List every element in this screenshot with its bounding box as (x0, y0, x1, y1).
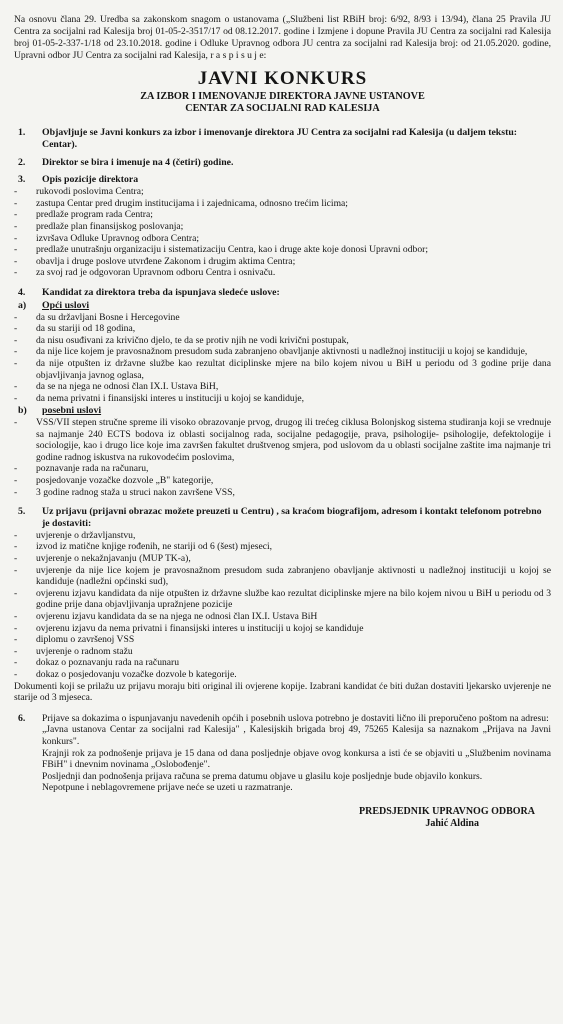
section-5-heading (14, 506, 551, 530)
list-item: - izvršava Odluke Upravnog odbora Centra; (14, 232, 200, 244)
list-item: - izvod iz matične knjige rođenih, ne stariji od 6 (šest) mjeseci, (14, 541, 273, 553)
section-5-note: Dokumenti koji se prilažu uz prijavu moraju biti original ili ovjerene kopije. Izabrani kandidat će biti dužan dostaviti ljekarsko uvjerenje ne starije od 3 mjeseca. (14, 680, 551, 704)
section-3-title: Opis pozicije direktora (42, 174, 139, 186)
list-item: - predlaže program rada Centra; (14, 209, 153, 221)
section-1 (14, 127, 551, 151)
section-3-heading (14, 174, 551, 186)
list-item: - dokaz o poznavanju rada na računaru (14, 657, 180, 669)
list-item: - da nisu osuđivani za krivično djelo, te da se protiv njih ne vodi krivični postupak, (14, 334, 349, 346)
section-4a-list (14, 312, 551, 405)
list-item: - diplomu o završenoj VSS (14, 634, 135, 646)
section-1-text: Objavljuje se Javni konkurs za izbor i imenovanje direktora JU Centra za socijalni rad Kalesija (u daljem tekstu: Centar). (42, 127, 518, 150)
subtitle-line-2: CENTAR ZA SOCIJALNI RAD KALESIJA (185, 103, 380, 114)
section-4b-title: posebni uslovi (42, 405, 102, 417)
list-item: - da su državljani Bosne i Hercegovine (14, 311, 180, 323)
section-6-last-day: Posljednji dan podnošenja prijava računa se prema datumu objave u glasilu koje posljednje bude objavilo konkurs. (42, 770, 483, 782)
list-item: - obavlja i druge poslove utvrđene Zakonom i drugim aktima Centra; (14, 255, 296, 267)
section-5-list (14, 530, 551, 681)
section-2 (14, 157, 551, 169)
section-4-title: Kandidat za direktora treba da ispunjava sledeće uslove: (42, 286, 280, 298)
list-item: - ovjerenu izjavu kandidata da nije otpušten iz državne službe kao rezultat diciplinske mjere na bilo kojem nivou u BiH u periodu od 3 godine prije dana objavljivanja upražnjene pozicije (14, 587, 551, 611)
section-5-number: 5. (18, 506, 26, 518)
list-item: - rukovodi poslovima Centra; (14, 186, 144, 198)
signature-role: PREDSJEDNIK UPRAVNOG ODBORA (359, 805, 535, 817)
section-5-title: Uz prijavu (prijavni obrazac možete preuzeti u Centru) , sa kraćom biografijom, adresom i kontakt telefonom potrebno je dostaviti: (42, 506, 542, 530)
list-item: - za svoj rad je odgovoran Upravnom odboru Centra i osnivaču. (14, 267, 276, 279)
list-item: - ovjerenu izjavu da nema privatni i finansijski interes u instituciji u kojoj se kandiduje (14, 622, 364, 634)
list-item: - uvjerenje o nekažnjavanju (MUP TK-a), (14, 553, 191, 565)
section-3-list (14, 186, 551, 279)
section-4b-label: b) (18, 405, 27, 417)
section-4a-label: a) (18, 299, 27, 311)
section-6-deadline: Krajnji rok za podnošenje prijava je 15 dana od dana posljednje objave ovog konkursa a isti će se objaviti u „Službenim novinama FBiH" i dnevnim novinama „Oslobođenje". (42, 747, 551, 771)
section-4a-title: Opći uslovi (42, 299, 90, 311)
section-4b-heading (14, 405, 551, 417)
list-item: - da se na njega ne odnosi član IX.I. Ustava BiH, (14, 381, 219, 393)
section-1-number: 1. (18, 127, 26, 138)
intro-paragraph: Na osnovu člana 29. Uredba sa zakonskom snagom o ustanovama („Službeni list RBiH broj: 6/92, 8/93 i 13/94), člana 25 Pravila JU Centra za socijalni rad Kalesija broj 01-05-2-3517/17 od 08.12.2017. godine i Izmjene i dopune Pravila JU Centra za socijalni rad Kalesija broj 01-05-2-337-1/18 od 23.10.2018. godine i Odluke Upravnog odbora JU centra za socijalni rad Kalesija broj: od 21.05.2020. godine, Upravni odbor JU Centra za socijalni rad Kalesija, r a s p i s u j e: (14, 14, 551, 61)
list-item: - da nije lice kojem je pravosnažnom presudom suda zabranjeno obavljanje aktivnosti u nadležnoj instituciji u kojoj se kandiduje, (14, 346, 528, 358)
list-item: - da nije otpušten iz državne službe kao rezultat diciplinske mjere na bilo kojem nivou u BiH u periodu od 3 godine prije dana objavljivanja javnog oglasa, (14, 357, 551, 381)
section-6-number: 6. (18, 712, 26, 724)
section-4-heading (14, 287, 551, 299)
section-3-number: 3. (18, 174, 26, 186)
section-4a-heading (14, 300, 551, 312)
list-item: - posjedovanje vozačke dozvole „B" kategorije, (14, 475, 214, 487)
section-6 (14, 713, 551, 794)
list-item: - zastupa Centar pred drugim institucijama i i zajednicama, odnosno trećim licima; (14, 197, 348, 209)
list-item: - 3 godine radnog staža u struci nakon završene VSS, (14, 486, 235, 498)
list-item: - da su stariji od 18 godina, (14, 323, 136, 335)
section-6-address: „Javna ustanova Centar za socijalni rad Kalesija" , Kalesijskih brigada broj 49, 75265 Kalesija sa naznakom „Prijava na Javni konkurs". (42, 724, 551, 747)
signature-name: Jahić Aldina (425, 817, 479, 829)
list-item: - VSS/VII stepen stručne spreme ili visoko obrazovanje prvog, drugog ili trećeg ciklusa Bolonjskog sistema studiranja koji se vrednuje sa najmanje 240 ECTS bodova iz oblasti socijalnog rada, socijalne pedagogije, prava, psihologije- psihologije, defektologije i sociologije, kao i drugo lice koje ima završen fakultet društvenog smjera, pod uslovom da u oblasti socijalne zaštite ima najmanje tri godine radnog iskustva na rukovodećim poslovima, (14, 417, 551, 463)
list-item: - da nema privatni i finansijski interes u instituciji u kojoj se kandiduje, (14, 392, 305, 404)
list-item: - poznavanje rada na računaru, (14, 463, 149, 475)
list-item: - predlaže plan finansijskog poslovanja; (14, 220, 184, 232)
list-item: - uvjerenje o radnom stažu (14, 645, 133, 657)
section-6-paragraph-1: Prijave sa dokazima o ispunjavanju navedenih općih i posebnih uslova potrebno je dostaviti lično ili preporučeno poštom na adresu: (42, 712, 549, 724)
document-subtitle (14, 91, 551, 115)
section-6-incomplete-note: Nepotpune i neblagovremene prijave neće se uzeti u razmatranje. (42, 782, 293, 794)
section-4b-list (14, 417, 551, 498)
list-item: - ovjerenu izjavu kandidata da se na njega ne odnosi član IX.I. Ustava BiH (14, 610, 318, 622)
section-2-number: 2. (18, 156, 26, 168)
list-item: - predlaže unutrašnju organizaciju i sistematizaciju Centra, kao i druge akte koje donosi Upravni odbor; (14, 244, 428, 256)
section-4-number: 4. (18, 286, 26, 298)
list-item: - dokaz o posjedovanju vozačke dozvole b kategorije. (14, 668, 237, 680)
document-title: JAVNI KONKURS (197, 68, 368, 89)
subtitle-line-1: ZA IZBOR I IMENOVANJE DIREKTORA JAVNE USTANOVE (140, 91, 425, 102)
list-item: - uvjerenje o državljanstvu, (14, 529, 136, 541)
signature-block (14, 806, 551, 830)
section-2-text: Direktor se bira i imenuje na 4 (četiri) godine. (42, 156, 234, 168)
list-item: - uvjerenje da nije lice kojem je pravosnažnom presudom suda zabranjeno obavljanje aktivnosti u nadležnoj instituciji u kojoj se kandiduje (nadležni općinski sud), (14, 564, 551, 588)
